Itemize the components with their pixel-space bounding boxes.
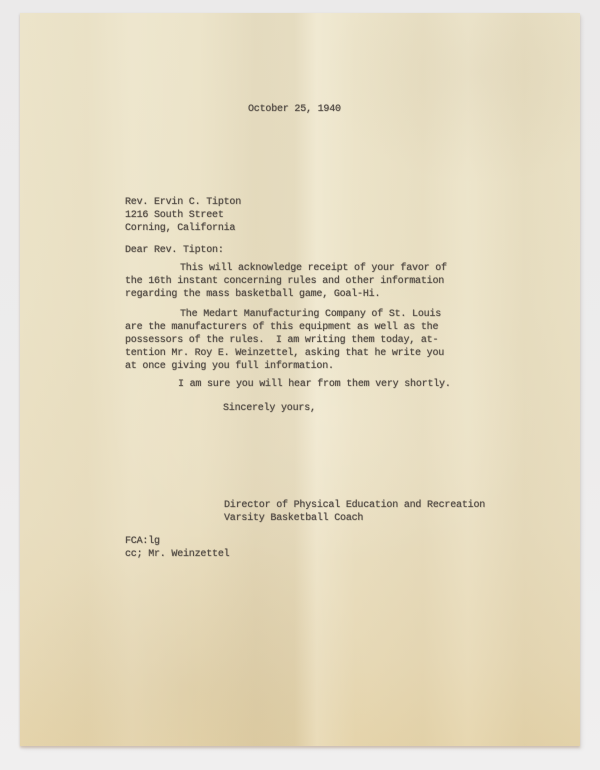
signature-title-line2: Varsity Basketball Coach xyxy=(224,513,364,524)
paragraph3: I am sure you will hear from them very shortly. xyxy=(178,379,451,390)
paragraph2-line5: at once giving you full information. xyxy=(125,361,334,372)
signature-title-line1: Director of Physical Education and Recreation xyxy=(224,500,486,511)
paragraph1-line2: the 16th instant concerning rules and other information xyxy=(125,276,445,287)
recipient-city: Corning, California xyxy=(125,223,236,234)
recipient-name: Rev. Ervin C. Tipton xyxy=(125,197,242,208)
paragraph1-line3: regarding the mass basketball game, Goal-Hi. xyxy=(125,289,381,300)
letter-date: October 25, 1940 xyxy=(248,104,341,115)
closing: Sincerely yours, xyxy=(223,403,316,414)
recipient-street: 1216 South Street xyxy=(125,210,224,221)
salutation: Dear Rev. Tipton: xyxy=(125,245,224,256)
paragraph2-line4: tention Mr. Roy E. Weinzettel, asking that he write you xyxy=(125,348,445,359)
paragraph2-line1: The Medart Manufacturing Company of St. Louis xyxy=(180,309,442,320)
carbon-copy: cc; Mr. Weinzettel xyxy=(125,549,230,560)
letter-page xyxy=(20,13,580,746)
paragraph2-line2: are the manufacturers of this equipment as well as the xyxy=(125,322,439,333)
paragraph2-line3: possessors of the rules. I am writing them today, at- xyxy=(125,335,439,346)
reference-initials: FCA:lg xyxy=(125,536,160,547)
paragraph1-line1: This will acknowledge receipt of your favor of xyxy=(180,263,447,274)
